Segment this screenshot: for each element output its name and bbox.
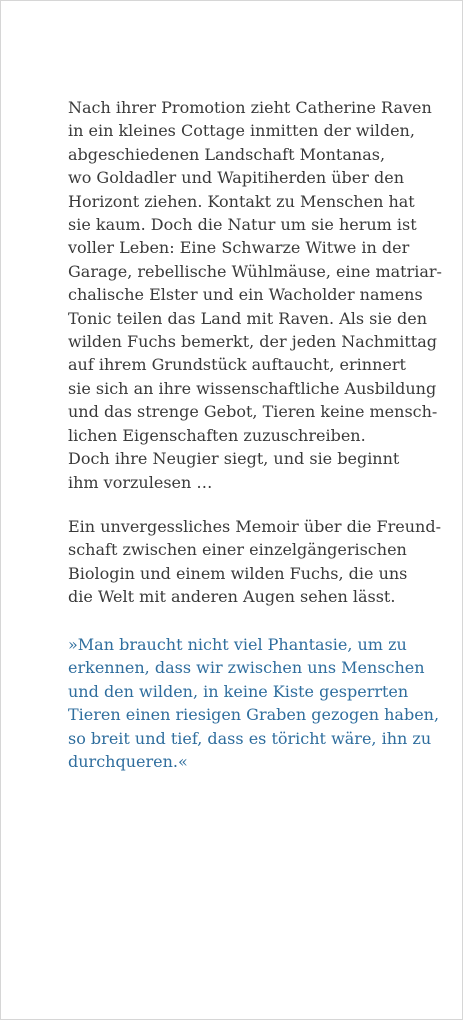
text-line: Tonic teilen das Land mit Raven. Als sie den <box>68 308 428 328</box>
text-line: Garage, rebellische Wühlmäuse, eine matriar- <box>68 261 442 281</box>
text-line: in ein kleines Cottage inmitten der wilden, <box>68 121 415 141</box>
blurb-quote <box>68 633 448 773</box>
text-line: schaft zwischen einer einzelgängerischen <box>68 540 407 560</box>
text-line: Doch ihre Neugier siegt, und sie beginnt <box>68 449 400 469</box>
text-line: Biologin und einem wilden Fuchs, die uns <box>68 563 408 583</box>
text-line: voller Leben: Eine Schwarze Witwe in der <box>68 238 410 258</box>
text-line: Tieren einen riesigen Graben gezogen haben, <box>68 705 440 725</box>
text-line: und das strenge Gebot, Tieren keine mensch- <box>68 402 438 422</box>
text-line: ihm vorzulesen … <box>68 472 213 492</box>
blurb-paragraph-2 <box>68 515 448 609</box>
text-line: und den wilden, in keine Kiste gesperrten <box>68 681 409 701</box>
text-line: durchqueren.« <box>68 752 188 772</box>
text-line: sie sich an ihre wissenschaftliche Ausbildung <box>68 378 437 398</box>
text-line: erkennen, dass wir zwischen uns Menschen <box>68 658 425 678</box>
text-line: sie kaum. Doch die Natur um sie herum ist <box>68 215 417 235</box>
text-line: Nach ihrer Promotion zieht Catherine Raven <box>68 98 432 117</box>
text-line: so breit und tief, dass es töricht wäre, ihn zu <box>68 728 432 748</box>
text-line: abgeschiedenen Landschaft Montanas, <box>68 144 386 164</box>
text-line: lichen Eigenschaften zuzuschreiben. <box>68 425 366 445</box>
text-line: Horizont ziehen. Kontakt zu Menschen hat <box>68 191 415 211</box>
text-line: die Welt mit anderen Augen sehen lässt. <box>68 587 396 607</box>
text-line: »Man braucht nicht viel Phantasie, um zu <box>68 635 407 654</box>
text-line: Ein unvergessliches Memoir über die Freund- <box>68 517 441 536</box>
text-line: wo Goldadler und Wapitiherden über den <box>68 168 405 188</box>
text-line: wilden Fuchs bemerkt, der jeden Nachmittag <box>68 332 438 352</box>
text-line: chalische Elster und ein Wacholder namens <box>68 285 423 305</box>
blurb-paragraph-1 <box>68 96 448 494</box>
text-line: auf ihrem Grundstück auftaucht, erinnert <box>68 355 406 375</box>
